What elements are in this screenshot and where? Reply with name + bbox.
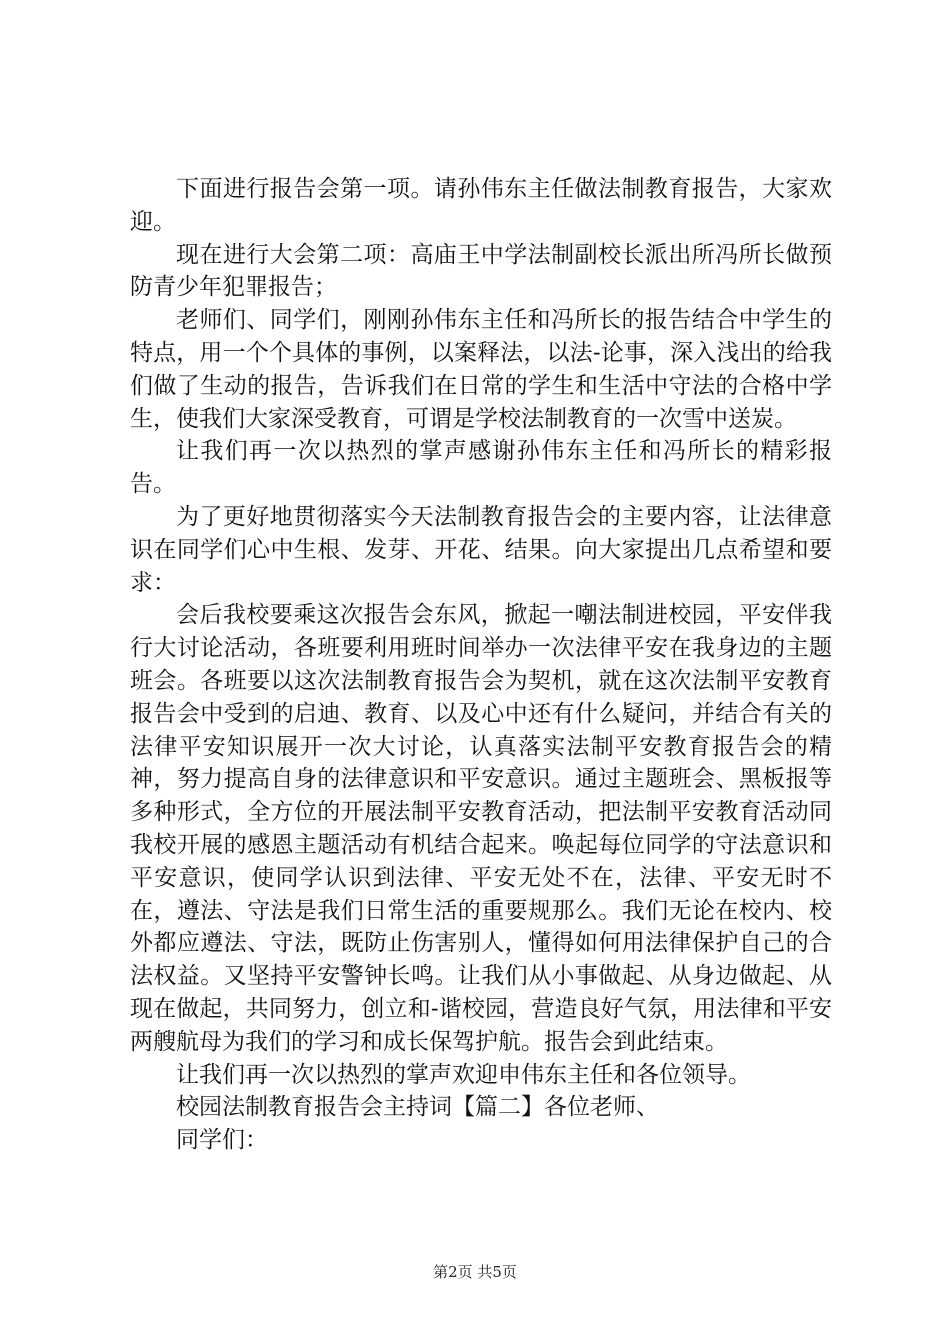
document-body — [130, 173, 832, 1157]
paragraph: 为了更好地贯彻落实今天法制教育报告会的主要内容，让法律意识在同学们心中生根、发芽、开花、结果。向大家提出几点希望和要求： — [130, 503, 832, 596]
paragraph: 同学们： — [176, 1127, 268, 1154]
paragraph: 让我们再一次以热烈的掌声欢迎申伟东主任和各位领导。 — [176, 1061, 751, 1088]
paragraph: 让我们再一次以热烈的掌声感谢孙伟东主任和冯所长的精彩报告。 — [130, 438, 832, 498]
paragraph: 老师们、同学们，刚刚孙伟东主任和冯所长的报告结合中学生的特点，用一个个具体的事例，以案释法，以法-论事，深入浅出的给我们做了生动的报告，告诉我们在日常的学生和生活中守法的合格中学生，使我们大家深受教育，可谓是学校法制教育的一次雪中送炭。 — [130, 307, 832, 432]
paragraph: 现在进行大会第二项：高庙王中学法制副校长派出所冯所长做预防青少年犯罪报告； — [130, 241, 832, 301]
page-footer: 第2页 共5页 — [433, 1263, 517, 1281]
paragraph: 会后我校要乘这次报告会东风，掀起一嘲法制进校园，平安伴我行大讨论活动，各班要利用班时间举办一次法律平安在我身边的主题班会。各班要以这次法制教育报告会为契机，就在这次法制平安教育报告会中受到的启迪、教育、以及心中还有什么疑问，并结合有关的法律平安知识展开一次大讨论，认真落实法制平安教育报告会的精神，努力提高自身的法律意识和平安意识。通过主题班会、黑板报等多种形式，全方位的开展法制平安教育活动，把法制平安教育活动同我校开展的感恩主题活动有机结合起来。唤起每位同学的守法意识和平安意识，使同学认识到法律、平安无处不在，法律、平安无时不在，遵法、守法是我们日常生活的重要规那么。我们无论在校内、校外都应遵法、守法，既防止伤害别人，懂得如何用法律保护自己的合法权益。又坚持平安警钟长鸣。让我们从小事做起、从身边做起、从现在做起，共同努力，创立和-谐校园，营造良好气氛，用法律和平安两艘航母为我们的学习和成长保驾护航。报告会到此结束。 — [130, 602, 832, 1055]
paragraph: 校园法制教育报告会主持词【篇二】各位老师、 — [176, 1094, 659, 1121]
paragraph: 下面进行报告会第一项。请孙伟东主任做法制教育报告，大家欢迎。 — [130, 176, 832, 235]
